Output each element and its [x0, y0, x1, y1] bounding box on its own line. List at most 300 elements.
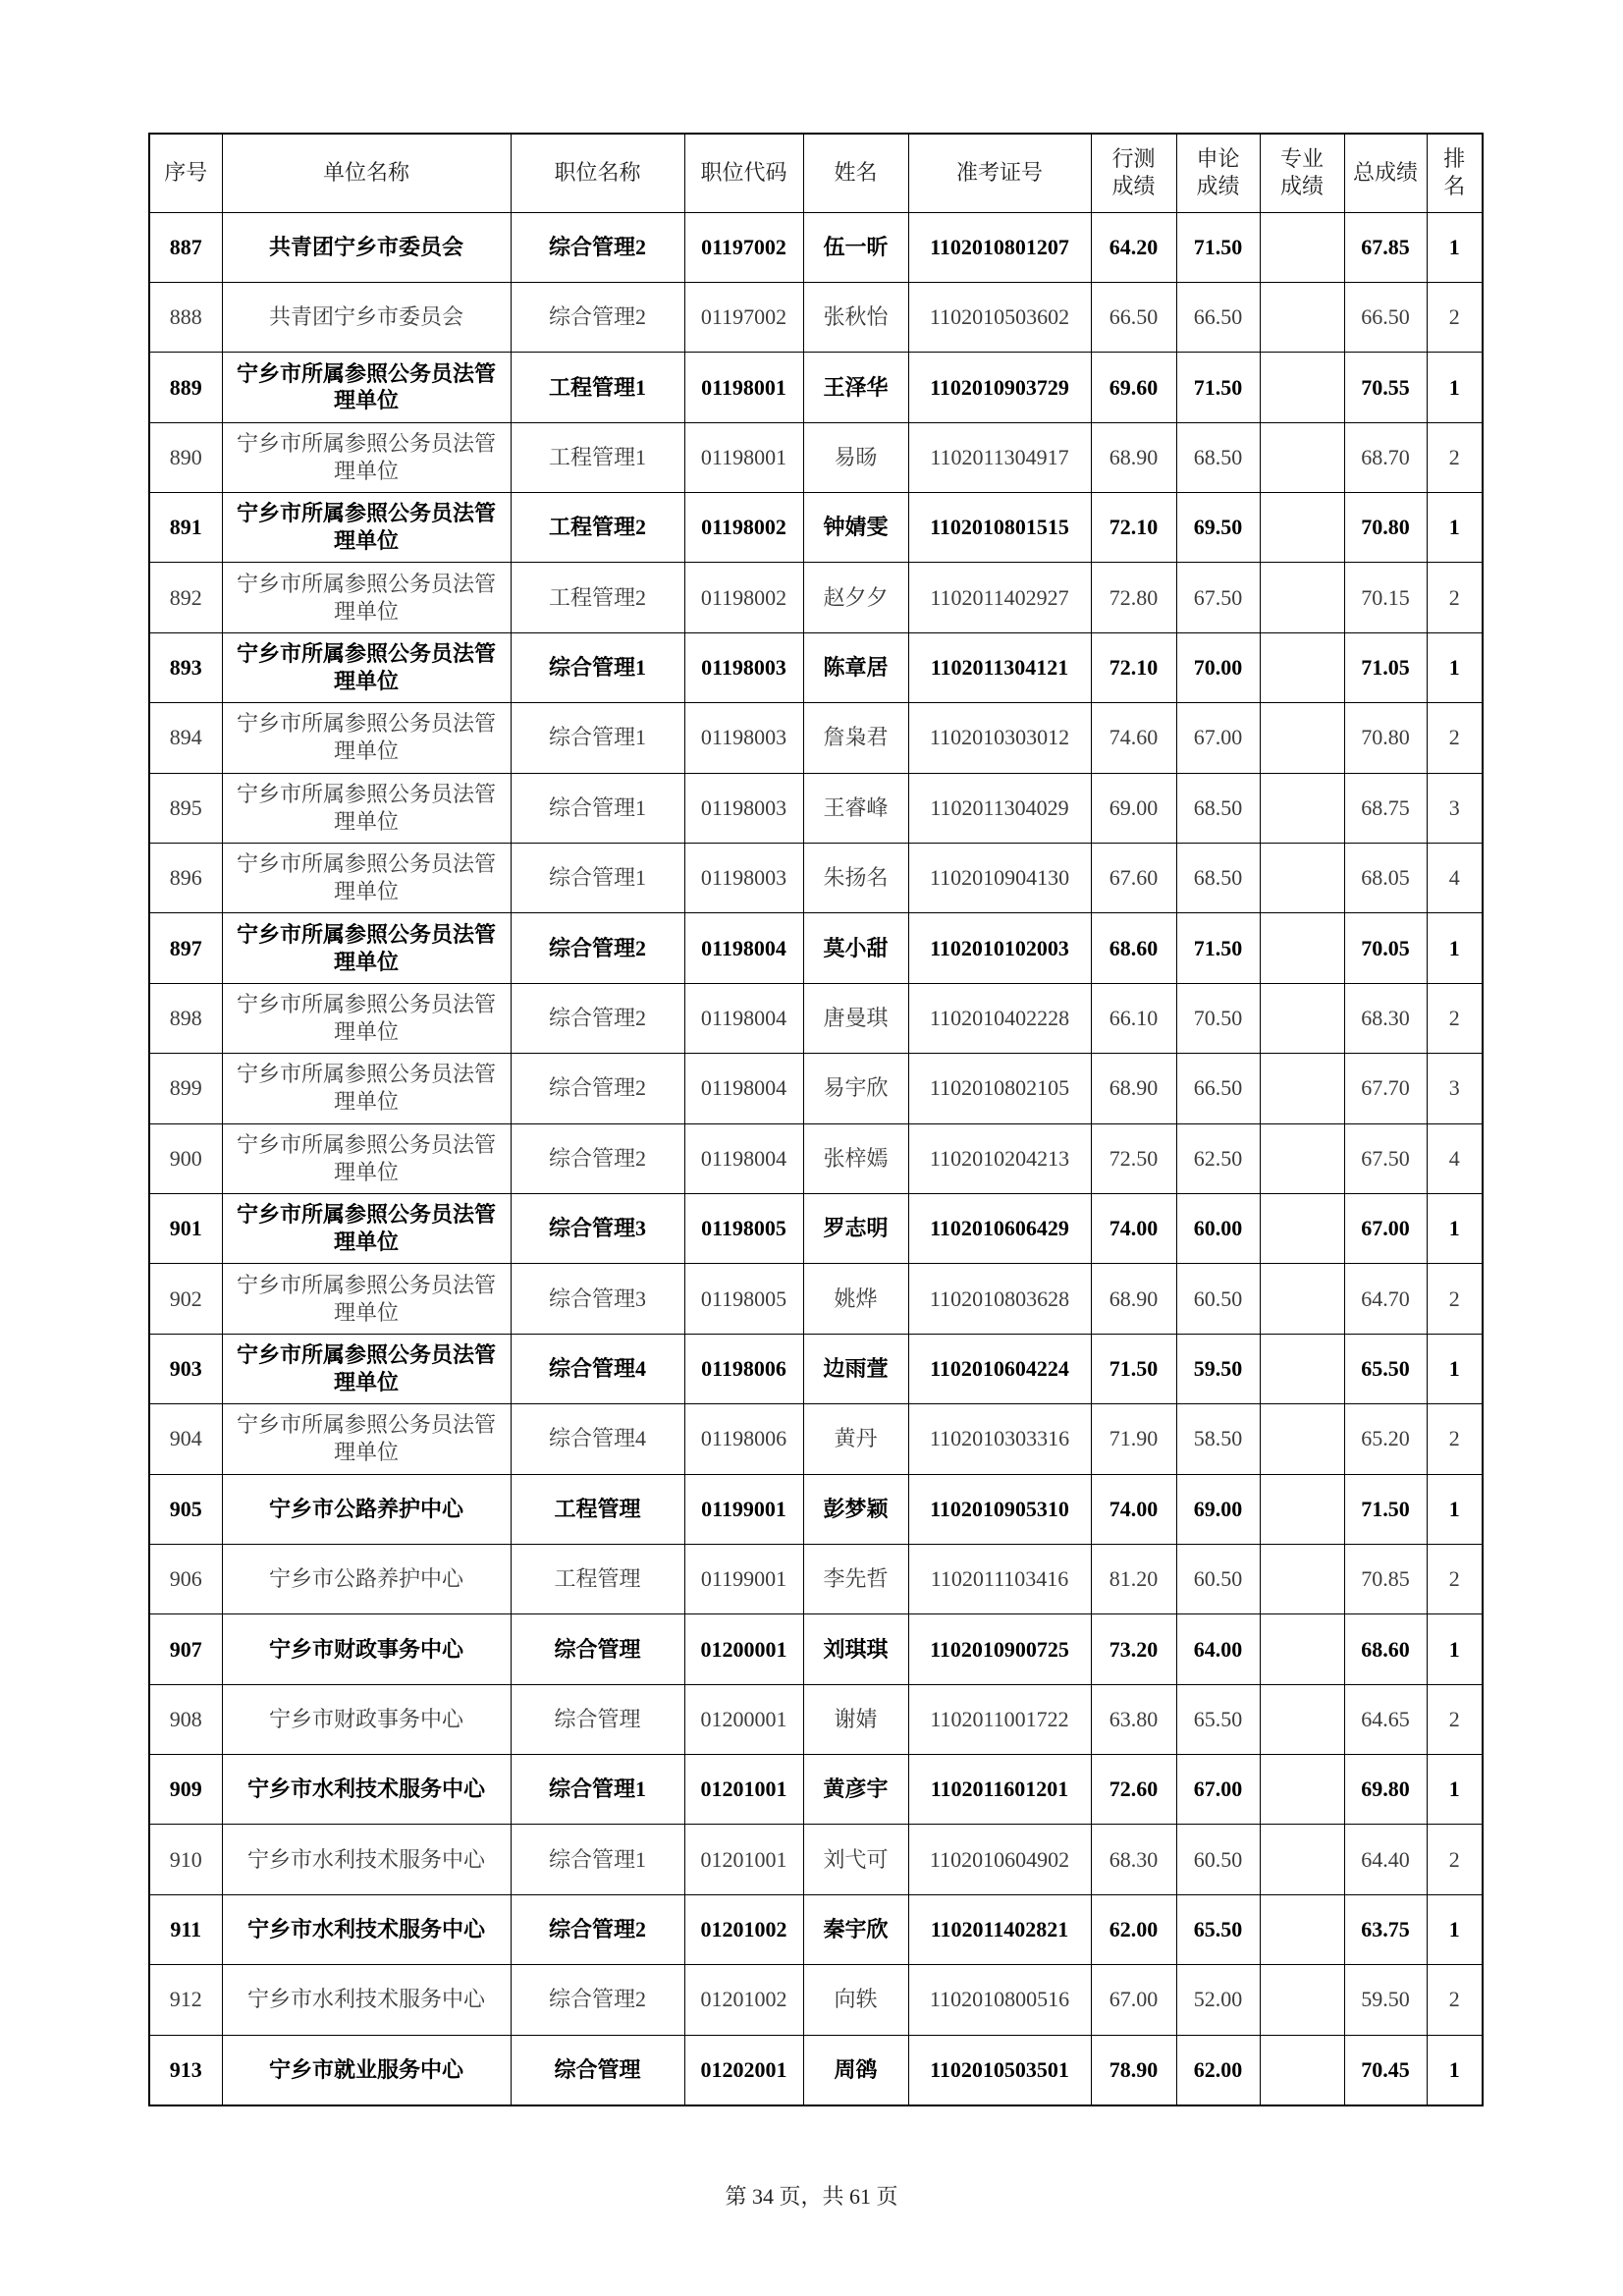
position-name-cell: 综合管理2: [511, 282, 684, 352]
unit-name-cell: 宁乡市公路养护中心: [222, 1544, 511, 1613]
total-score-cell: 70.15: [1344, 563, 1427, 632]
header-total-score: 总成绩: [1344, 134, 1427, 212]
position-code-cell: 01198003: [684, 632, 803, 702]
position-code-cell: 01198004: [684, 983, 803, 1053]
seq-no-cell: 889: [149, 353, 222, 422]
unit-name-cell: 宁乡市所属参照公务员法管理单位: [222, 563, 511, 632]
position-code-cell: 01200001: [684, 1684, 803, 1754]
position-code-cell: 01198004: [684, 1123, 803, 1193]
xingce-score-cell: 73.20: [1091, 1614, 1176, 1684]
position-code-cell: 01200001: [684, 1614, 803, 1684]
xingce-score-cell: 74.60: [1091, 703, 1176, 773]
unit-name-cell: 宁乡市水利技术服务中心: [222, 1825, 511, 1894]
unit-name-cell: 宁乡市所属参照公务员法管理单位: [222, 1264, 511, 1334]
position-code-cell: 01201002: [684, 1965, 803, 2035]
xingce-score-cell: 67.00: [1091, 1965, 1176, 2035]
candidate-name-cell: 易旸: [803, 422, 908, 492]
candidate-name-cell: 张秋怡: [803, 282, 908, 352]
exam-number-cell: 1102010900725: [908, 1614, 1091, 1684]
total-score-cell: 70.05: [1344, 913, 1427, 983]
shenlun-score-cell: 66.50: [1176, 282, 1260, 352]
rank-cell: 3: [1427, 1054, 1483, 1123]
total-score-cell: 68.60: [1344, 1614, 1427, 1684]
position-code-cell: 01198003: [684, 773, 803, 843]
professional-score-cell: [1260, 212, 1344, 282]
table-row: [149, 1755, 1483, 1825]
rank-cell: 2: [1427, 1404, 1483, 1474]
seq-no-cell: 903: [149, 1334, 222, 1403]
candidate-name-cell: 刘琪琪: [803, 1614, 908, 1684]
position-name-cell: 工程管理: [511, 1544, 684, 1613]
candidate-name-cell: 刘弋可: [803, 1825, 908, 1894]
shenlun-score-cell: 69.00: [1176, 1474, 1260, 1544]
exam-number-cell: 1102010801515: [908, 493, 1091, 563]
unit-name-cell: 宁乡市所属参照公务员法管理单位: [222, 1404, 511, 1474]
exam-number-cell: 1102010801207: [908, 212, 1091, 282]
seq-no-cell: 898: [149, 983, 222, 1053]
header-position-code: 职位代码: [684, 134, 803, 212]
total-score-cell: 70.85: [1344, 1544, 1427, 1613]
table-row: [149, 1614, 1483, 1684]
xingce-score-cell: 72.10: [1091, 632, 1176, 702]
shenlun-score-cell: 60.50: [1176, 1264, 1260, 1334]
table-header: [149, 134, 1483, 212]
xingce-score-cell: 68.90: [1091, 422, 1176, 492]
position-code-cell: 01198004: [684, 1054, 803, 1123]
seq-no-cell: 912: [149, 1965, 222, 2035]
shenlun-score-cell: 71.50: [1176, 913, 1260, 983]
total-score-cell: 68.70: [1344, 422, 1427, 492]
professional-score-cell: [1260, 1054, 1344, 1123]
rank-cell: 3: [1427, 773, 1483, 843]
total-score-cell: 67.00: [1344, 1193, 1427, 1263]
total-score-cell: 66.50: [1344, 282, 1427, 352]
rank-cell: 2: [1427, 1264, 1483, 1334]
professional-score-cell: [1260, 703, 1344, 773]
position-code-cell: 01198006: [684, 1404, 803, 1474]
table-row: [149, 1264, 1483, 1334]
total-score-cell: 70.80: [1344, 493, 1427, 563]
exam-number-cell: 1102010303012: [908, 703, 1091, 773]
position-code-cell: 01197002: [684, 212, 803, 282]
candidate-name-cell: 莫小甜: [803, 913, 908, 983]
candidate-name-cell: 李先哲: [803, 1544, 908, 1613]
seq-no-cell: 890: [149, 422, 222, 492]
position-code-cell: 01198005: [684, 1264, 803, 1334]
position-code-cell: 01198006: [684, 1334, 803, 1403]
seq-no-cell: 913: [149, 2035, 222, 2105]
position-name-cell: 综合管理2: [511, 1123, 684, 1193]
exam-number-cell: 1102010606429: [908, 1193, 1091, 1263]
position-name-cell: 综合管理4: [511, 1404, 684, 1474]
unit-name-cell: 宁乡市财政事务中心: [222, 1614, 511, 1684]
shenlun-score-cell: 68.50: [1176, 422, 1260, 492]
exam-number-cell: 1102010905310: [908, 1474, 1091, 1544]
xingce-score-cell: 62.00: [1091, 1894, 1176, 1964]
exam-number-cell: 1102010803628: [908, 1264, 1091, 1334]
seq-no-cell: 906: [149, 1544, 222, 1613]
total-score-cell: 67.85: [1344, 212, 1427, 282]
table-row: [149, 1684, 1483, 1754]
position-code-cell: 01199001: [684, 1474, 803, 1544]
xingce-score-cell: 68.90: [1091, 1054, 1176, 1123]
position-code-cell: 01198005: [684, 1193, 803, 1263]
shenlun-score-cell: 68.50: [1176, 773, 1260, 843]
seq-no-cell: 897: [149, 913, 222, 983]
xingce-score-cell: 81.20: [1091, 1544, 1176, 1613]
exam-number-cell: 1102010503602: [908, 282, 1091, 352]
shenlun-score-cell: 70.00: [1176, 632, 1260, 702]
table-row: [149, 353, 1483, 422]
position-code-cell: 01198002: [684, 563, 803, 632]
shenlun-score-cell: 67.00: [1176, 703, 1260, 773]
total-score-cell: 59.50: [1344, 1965, 1427, 2035]
professional-score-cell: [1260, 1825, 1344, 1894]
unit-name-cell: 宁乡市所属参照公务员法管理单位: [222, 632, 511, 702]
shenlun-score-cell: 60.50: [1176, 1544, 1260, 1613]
shenlun-score-cell: 52.00: [1176, 1965, 1260, 2035]
shenlun-score-cell: 62.50: [1176, 1123, 1260, 1193]
professional-score-cell: [1260, 632, 1344, 702]
professional-score-cell: [1260, 1965, 1344, 2035]
table-row: [149, 1544, 1483, 1613]
table-row: [149, 1123, 1483, 1193]
position-name-cell: 综合管理2: [511, 1894, 684, 1964]
rank-cell: 1: [1427, 212, 1483, 282]
header-shenlun-score: 申论 成绩: [1176, 134, 1260, 212]
professional-score-cell: [1260, 1404, 1344, 1474]
candidate-name-cell: 唐曼琪: [803, 983, 908, 1053]
candidate-name-cell: 黄彦宇: [803, 1755, 908, 1825]
candidate-name-cell: 钟婧雯: [803, 493, 908, 563]
rank-cell: 2: [1427, 1825, 1483, 1894]
rank-cell: 1: [1427, 353, 1483, 422]
table-row: [149, 422, 1483, 492]
seq-no-cell: 891: [149, 493, 222, 563]
shenlun-score-cell: 58.50: [1176, 1404, 1260, 1474]
position-code-cell: 01202001: [684, 2035, 803, 2105]
unit-name-cell: 宁乡市所属参照公务员法管理单位: [222, 703, 511, 773]
position-name-cell: 工程管理1: [511, 353, 684, 422]
score-table: [148, 133, 1484, 2106]
professional-score-cell: [1260, 1614, 1344, 1684]
position-code-cell: 01201001: [684, 1825, 803, 1894]
candidate-name-cell: 朱扬名: [803, 844, 908, 913]
page-number: 第 34 页，共 61 页: [725, 2184, 898, 2209]
position-name-cell: 综合管理1: [511, 773, 684, 843]
rank-cell: 2: [1427, 1544, 1483, 1613]
exam-number-cell: 1102010604224: [908, 1334, 1091, 1403]
position-code-cell: 01198003: [684, 844, 803, 913]
professional-score-cell: [1260, 282, 1344, 352]
exam-number-cell: 1102010102003: [908, 913, 1091, 983]
table-row: [149, 282, 1483, 352]
table-body: [149, 212, 1483, 2105]
total-score-cell: 67.50: [1344, 1123, 1427, 1193]
table-row: [149, 773, 1483, 843]
unit-name-cell: 共青团宁乡市委员会: [222, 282, 511, 352]
exam-number-cell: 1102011304917: [908, 422, 1091, 492]
exam-number-cell: 1102011304029: [908, 773, 1091, 843]
exam-number-cell: 1102011001722: [908, 1684, 1091, 1754]
table-row: [149, 1193, 1483, 1263]
shenlun-score-cell: 67.50: [1176, 563, 1260, 632]
professional-score-cell: [1260, 353, 1344, 422]
total-score-cell: 65.50: [1344, 1334, 1427, 1403]
rank-cell: 2: [1427, 1684, 1483, 1754]
position-name-cell: 综合管理1: [511, 703, 684, 773]
rank-cell: 1: [1427, 913, 1483, 983]
candidate-name-cell: 赵夕夕: [803, 563, 908, 632]
professional-score-cell: [1260, 422, 1344, 492]
exam-number-cell: 1102010402228: [908, 983, 1091, 1053]
candidate-name-cell: 秦宇欣: [803, 1894, 908, 1964]
professional-score-cell: [1260, 2035, 1344, 2105]
header-position-name: 职位名称: [511, 134, 684, 212]
candidate-name-cell: 向轶: [803, 1965, 908, 2035]
position-name-cell: 综合管理3: [511, 1264, 684, 1334]
position-name-cell: 综合管理2: [511, 983, 684, 1053]
rank-cell: 2: [1427, 1965, 1483, 2035]
unit-name-cell: 宁乡市所属参照公务员法管理单位: [222, 983, 511, 1053]
rank-cell: 2: [1427, 422, 1483, 492]
candidate-name-cell: 易宇欣: [803, 1054, 908, 1123]
table-row: [149, 1825, 1483, 1894]
position-name-cell: 工程管理: [511, 1474, 684, 1544]
xingce-score-cell: 68.60: [1091, 913, 1176, 983]
position-code-cell: 01201001: [684, 1755, 803, 1825]
table-row: [149, 1474, 1483, 1544]
total-score-cell: 68.75: [1344, 773, 1427, 843]
exam-number-cell: 1102010800516: [908, 1965, 1091, 2035]
unit-name-cell: 宁乡市所属参照公务员法管理单位: [222, 1334, 511, 1403]
rank-cell: 1: [1427, 1334, 1483, 1403]
shenlun-score-cell: 71.50: [1176, 353, 1260, 422]
exam-number-cell: 1102011103416: [908, 1544, 1091, 1613]
rank-cell: 4: [1427, 844, 1483, 913]
table-row: [149, 493, 1483, 563]
professional-score-cell: [1260, 913, 1344, 983]
position-name-cell: 综合管理: [511, 2035, 684, 2105]
exam-number-cell: 1102010503501: [908, 2035, 1091, 2105]
position-name-cell: 综合管理2: [511, 212, 684, 282]
xingce-score-cell: 72.50: [1091, 1123, 1176, 1193]
position-code-cell: 01199001: [684, 1544, 803, 1613]
position-name-cell: 综合管理: [511, 1684, 684, 1754]
professional-score-cell: [1260, 1755, 1344, 1825]
rank-cell: 2: [1427, 563, 1483, 632]
xingce-score-cell: 68.30: [1091, 1825, 1176, 1894]
candidate-name-cell: 边雨萱: [803, 1334, 908, 1403]
total-score-cell: 65.20: [1344, 1404, 1427, 1474]
candidate-name-cell: 黄丹: [803, 1404, 908, 1474]
unit-name-cell: 宁乡市所属参照公务员法管理单位: [222, 1054, 511, 1123]
candidate-name-cell: 王泽华: [803, 353, 908, 422]
candidate-name-cell: 谢婧: [803, 1684, 908, 1754]
rank-cell: 2: [1427, 703, 1483, 773]
header-seq-no: 序号: [149, 134, 222, 212]
table-row: [149, 1404, 1483, 1474]
header-unit-name: 单位名称: [222, 134, 511, 212]
position-name-cell: 工程管理2: [511, 493, 684, 563]
total-score-cell: 67.70: [1344, 1054, 1427, 1123]
xingce-score-cell: 71.90: [1091, 1404, 1176, 1474]
seq-no-cell: 904: [149, 1404, 222, 1474]
unit-name-cell: 宁乡市所属参照公务员法管理单位: [222, 913, 511, 983]
professional-score-cell: [1260, 844, 1344, 913]
table-row: [149, 1965, 1483, 2035]
exam-number-cell: 1102011402927: [908, 563, 1091, 632]
unit-name-cell: 宁乡市公路养护中心: [222, 1474, 511, 1544]
total-score-cell: 69.80: [1344, 1755, 1427, 1825]
candidate-name-cell: 罗志明: [803, 1193, 908, 1263]
shenlun-score-cell: 67.00: [1176, 1755, 1260, 1825]
total-score-cell: 68.30: [1344, 983, 1427, 1053]
seq-no-cell: 900: [149, 1123, 222, 1193]
xingce-score-cell: 74.00: [1091, 1193, 1176, 1263]
candidate-name-cell: 姚烨: [803, 1264, 908, 1334]
position-code-cell: 01198002: [684, 493, 803, 563]
xingce-score-cell: 64.20: [1091, 212, 1176, 282]
position-code-cell: 01197002: [684, 282, 803, 352]
unit-name-cell: 宁乡市水利技术服务中心: [222, 1894, 511, 1964]
position-name-cell: 综合管理4: [511, 1334, 684, 1403]
candidate-name-cell: 伍一昕: [803, 212, 908, 282]
professional-score-cell: [1260, 563, 1344, 632]
exam-number-cell: 1102011402821: [908, 1894, 1091, 1964]
shenlun-score-cell: 70.50: [1176, 983, 1260, 1053]
rank-cell: 1: [1427, 1474, 1483, 1544]
professional-score-cell: [1260, 1544, 1344, 1613]
seq-no-cell: 888: [149, 282, 222, 352]
xingce-score-cell: 66.10: [1091, 983, 1176, 1053]
seq-no-cell: 892: [149, 563, 222, 632]
exam-number-cell: 1102010904130: [908, 844, 1091, 913]
rank-cell: 1: [1427, 1614, 1483, 1684]
position-name-cell: 综合管理3: [511, 1193, 684, 1263]
candidate-name-cell: 王睿峰: [803, 773, 908, 843]
xingce-score-cell: 78.90: [1091, 2035, 1176, 2105]
xingce-score-cell: 74.00: [1091, 1474, 1176, 1544]
seq-no-cell: 910: [149, 1825, 222, 1894]
header-professional-score: 专业 成绩: [1260, 134, 1344, 212]
seq-no-cell: 907: [149, 1614, 222, 1684]
table-row: [149, 983, 1483, 1053]
shenlun-score-cell: 65.50: [1176, 1894, 1260, 1964]
seq-no-cell: 911: [149, 1894, 222, 1964]
candidate-name-cell: 陈章居: [803, 632, 908, 702]
candidate-name-cell: 周鹆: [803, 2035, 908, 2105]
header-candidate-name: 姓名: [803, 134, 908, 212]
rank-cell: 1: [1427, 493, 1483, 563]
position-name-cell: 综合管理1: [511, 844, 684, 913]
professional-score-cell: [1260, 773, 1344, 843]
position-name-cell: 工程管理1: [511, 422, 684, 492]
unit-name-cell: 宁乡市所属参照公务员法管理单位: [222, 493, 511, 563]
table-row: [149, 703, 1483, 773]
position-code-cell: 01198001: [684, 353, 803, 422]
seq-no-cell: 887: [149, 212, 222, 282]
table-row: [149, 2035, 1483, 2105]
exam-number-cell: 1102011304121: [908, 632, 1091, 702]
position-code-cell: 01198001: [684, 422, 803, 492]
total-score-cell: 64.70: [1344, 1264, 1427, 1334]
position-name-cell: 综合管理2: [511, 1965, 684, 2035]
professional-score-cell: [1260, 1474, 1344, 1544]
position-name-cell: 综合管理: [511, 1614, 684, 1684]
seq-no-cell: 893: [149, 632, 222, 702]
candidate-name-cell: 张梓嫣: [803, 1123, 908, 1193]
total-score-cell: 64.65: [1344, 1684, 1427, 1754]
header-rank: 排 名: [1427, 134, 1483, 212]
table-row: [149, 632, 1483, 702]
xingce-score-cell: 72.60: [1091, 1755, 1176, 1825]
total-score-cell: 70.45: [1344, 2035, 1427, 2105]
position-code-cell: 01201002: [684, 1894, 803, 1964]
table-row: [149, 1894, 1483, 1964]
total-score-cell: 70.80: [1344, 703, 1427, 773]
shenlun-score-cell: 68.50: [1176, 844, 1260, 913]
xingce-score-cell: 72.80: [1091, 563, 1176, 632]
rank-cell: 2: [1427, 983, 1483, 1053]
shenlun-score-cell: 69.50: [1176, 493, 1260, 563]
unit-name-cell: 宁乡市所属参照公务员法管理单位: [222, 1193, 511, 1263]
unit-name-cell: 宁乡市所属参照公务员法管理单位: [222, 422, 511, 492]
seq-no-cell: 909: [149, 1755, 222, 1825]
exam-number-cell: 1102010303316: [908, 1404, 1091, 1474]
position-name-cell: 综合管理1: [511, 1825, 684, 1894]
exam-number-cell: 1102010802105: [908, 1054, 1091, 1123]
table-row: [149, 1334, 1483, 1403]
rank-cell: 1: [1427, 2035, 1483, 2105]
shenlun-score-cell: 65.50: [1176, 1684, 1260, 1754]
candidate-name-cell: 詹枭君: [803, 703, 908, 773]
table-row: [149, 1054, 1483, 1123]
seq-no-cell: 902: [149, 1264, 222, 1334]
professional-score-cell: [1260, 1684, 1344, 1754]
seq-no-cell: 901: [149, 1193, 222, 1263]
header-row: [149, 134, 1483, 212]
rank-cell: 2: [1427, 282, 1483, 352]
exam-number-cell: 1102010604902: [908, 1825, 1091, 1894]
table-row: [149, 844, 1483, 913]
unit-name-cell: 宁乡市水利技术服务中心: [222, 1965, 511, 2035]
xingce-score-cell: 69.00: [1091, 773, 1176, 843]
professional-score-cell: [1260, 1123, 1344, 1193]
position-code-cell: 01198003: [684, 703, 803, 773]
shenlun-score-cell: 71.50: [1176, 212, 1260, 282]
rank-cell: 1: [1427, 1894, 1483, 1964]
position-name-cell: 综合管理2: [511, 913, 684, 983]
unit-name-cell: 宁乡市所属参照公务员法管理单位: [222, 1123, 511, 1193]
professional-score-cell: [1260, 1894, 1344, 1964]
shenlun-score-cell: 66.50: [1176, 1054, 1260, 1123]
table-row: [149, 563, 1483, 632]
seq-no-cell: 899: [149, 1054, 222, 1123]
xingce-score-cell: 66.50: [1091, 282, 1176, 352]
position-name-cell: 综合管理1: [511, 632, 684, 702]
rank-cell: 1: [1427, 1755, 1483, 1825]
xingce-score-cell: 72.10: [1091, 493, 1176, 563]
total-score-cell: 71.50: [1344, 1474, 1427, 1544]
professional-score-cell: [1260, 1334, 1344, 1403]
shenlun-score-cell: 59.50: [1176, 1334, 1260, 1403]
position-name-cell: 综合管理1: [511, 1755, 684, 1825]
position-name-cell: 综合管理2: [511, 1054, 684, 1123]
table-row: [149, 913, 1483, 983]
position-name-cell: 工程管理2: [511, 563, 684, 632]
xingce-score-cell: 68.90: [1091, 1264, 1176, 1334]
